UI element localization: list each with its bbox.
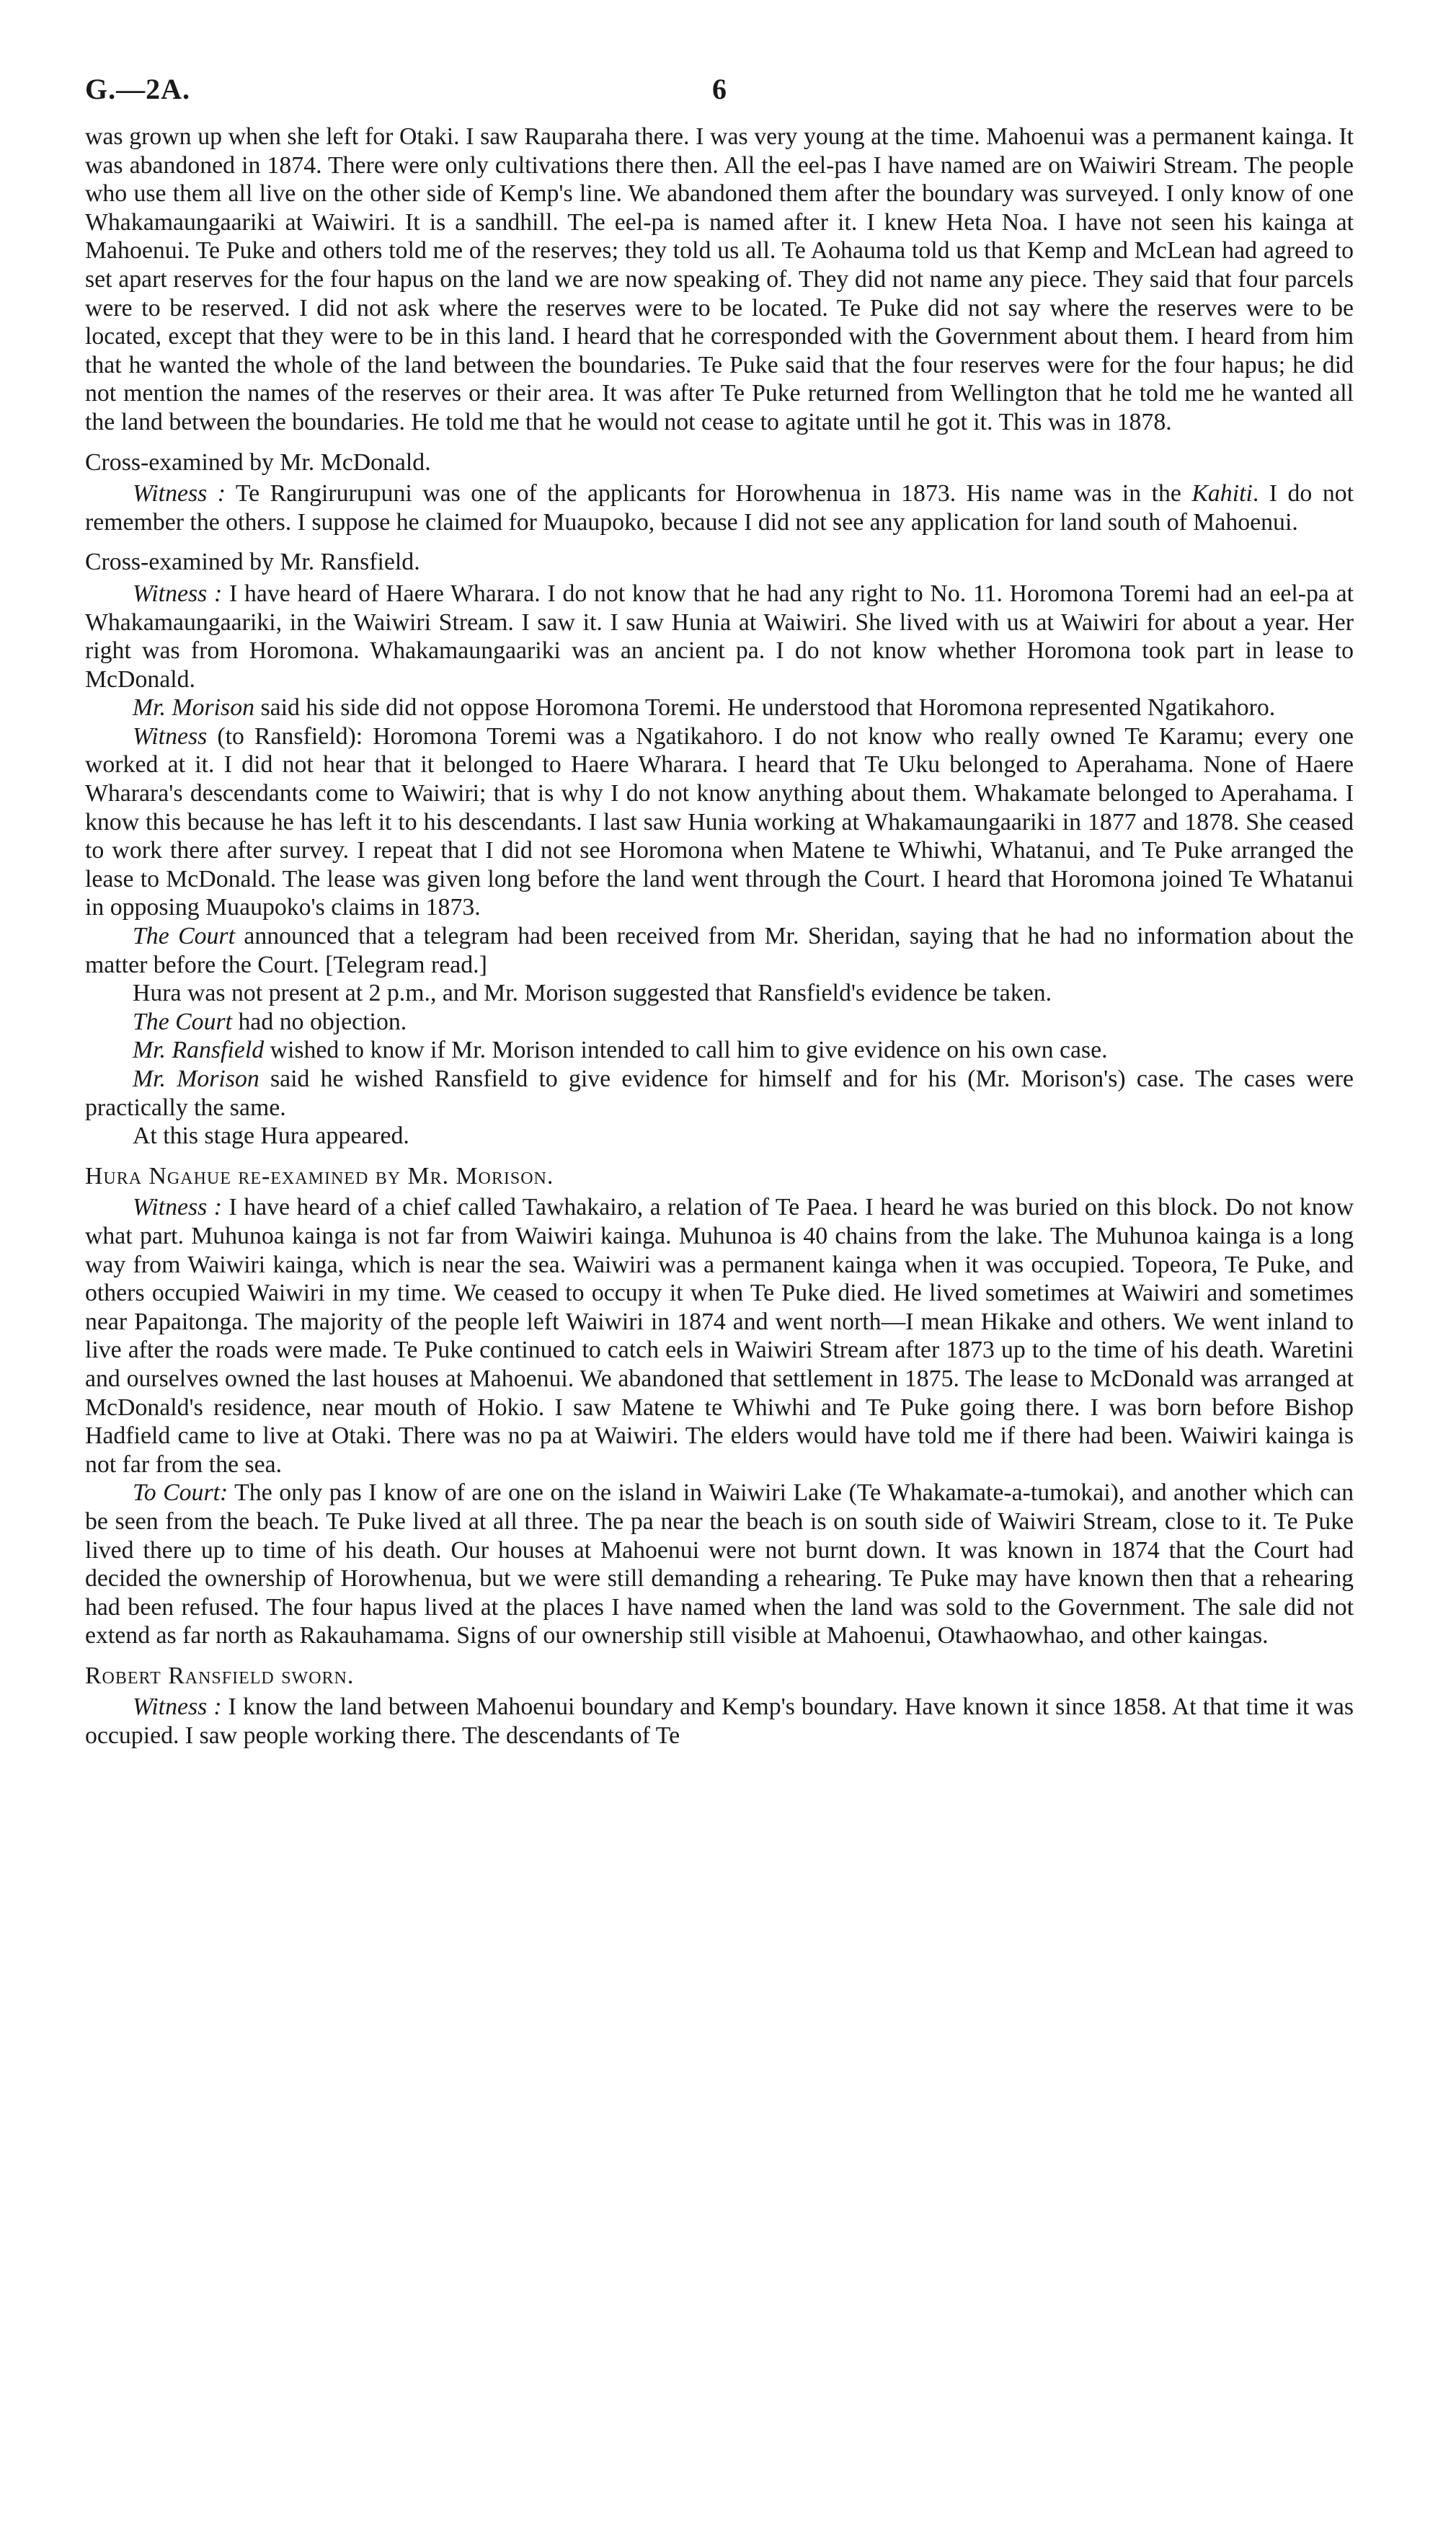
paragraph — [85, 1479, 1354, 1650]
paragraph-text: I have heard of Haere Wharara. I do not know that he had any right to No. 11. Horomona Toremi had an eel-pa at Whakamaungaariki, in the Waiwiri Stream. I saw it. I saw Hunia at Waiwiri. She lived with us at Waiwiri for about a year. Her right was from Horomona. Whakamaungaariki was an ancient pa. I do not know whether Horomona took part in lease to McDonald. — [85, 580, 1354, 693]
paragraph-text: I have heard of a chief called Tawhakairo, a relation of Te Paea. I heard he was buried on this block. Do not know what part. Muhunoa kainga is not far from Waiwiri kainga. Muhunoa is 40 chains from the lake. The Muhunoa kainga is a long way from Waiwiri kainga, which is near the sea. Waiwiri was a permanent kainga when it was occupied. Topeora, Te Puke, and others occupied Waiwiri in my time. We ceased to occupy it when Te Puke died. He lived sometimes at Waiwiri and sometimes near Papaitonga. The majority of the people left Waiwiri in 1874 and went north—I mean Hikake and others. We went inland to live after the roads were made. Te Puke continued to catch eels in Waiwiri Stream after 1873 up to the time of his death. Waretini and ourselves owned the last houses at Mahoenui. We abandoned that settlement in 1875. The lease to McDonald was arranged at McDonald's residence, near mouth of Hokio. I saw Matene te Whiwhi and Te Puke going there. I was born before Bishop Hadfield came to live at Otaki. There was no pa at Waiwiri. The elders would have told me if there had been. Waiwiri kainga is not far from the sea. — [85, 1194, 1354, 1478]
speaker-label: Mr. Morison — [133, 694, 255, 722]
speaker-label: Mr. Ransfield — [133, 1037, 265, 1064]
paragraph — [85, 722, 1354, 922]
paragraph — [85, 1065, 1354, 1122]
section-heading: Cross-examined by Mr. McDonald. — [85, 448, 431, 476]
paragraph — [85, 479, 1354, 536]
section-heading: Hura Ngahue re-examined by Mr. Morison. — [85, 1162, 554, 1190]
paragraph-text: At this stage Hura appeared. — [133, 1122, 409, 1150]
section-heading: Cross-examined by Mr. Ransfield. — [85, 549, 420, 576]
speaker-label: Witness : — [133, 480, 226, 508]
paragraph-text: wished to know if Mr. Morison intended to call him to give evidence on his own case. — [264, 1037, 1108, 1064]
paragraph — [85, 1193, 1354, 1479]
speaker-label: Witness : — [133, 580, 223, 607]
document-reference: G.—2A. — [85, 73, 190, 105]
paragraph-text: (to Ransfield): Horomona Toremi was a Ngatikahoro. I do not know who really owned Te Karamu; every one worked at it. I did not hear that it belonged to Haere Wharara. I heard that Te Uku belonged to Aperahama. None of Haere Wharara's descendants come to Waiwiri; that is why I do not know anything about them. Whakamate belonged to Aperahama. I know this because he has left it to his descendants. I last saw Hunia working at Whakamaungaariki in 1877 and 1878. She ceased to work there after survey. I repeat that I did not see Horomona when Matene te Whiwhi, Whatanui, and Te Puke arranged the lease to McDonald. The lease was given long before the land went through the Court. I heard that Horomona joined Te Whatanui in opposing Muaupoko's claims in 1873. — [85, 722, 1354, 921]
page-number: 6 — [712, 73, 727, 105]
paragraph — [85, 1008, 1354, 1037]
paragraph-text: announced that a telegram had been received from Mr. Sheridan, saying that he had no information about the matter before the Court. [Telegram read.] — [85, 923, 1354, 978]
paragraph-text: said his side did not oppose Horomona Toremi. He understood that Horomona represented Ngatikahoro. — [254, 694, 1276, 722]
paragraph — [85, 123, 1354, 437]
speaker-label: To Court: — [133, 1479, 228, 1507]
paragraph-text: had no objection. — [232, 1008, 407, 1035]
speaker-label: Witness : — [133, 1194, 223, 1221]
section-heading: Robert Ransfield sworn. — [85, 1662, 355, 1689]
page-header — [85, 72, 1354, 123]
paragraph — [85, 922, 1354, 979]
paragraph — [85, 1693, 1354, 1750]
paragraph — [85, 1122, 1354, 1151]
document-page — [85, 72, 1354, 2473]
paragraph-text: said he wished Ransfield to give evidence for himself and for his (Mr. Morison's) case. The cases were practically the same. — [85, 1066, 1354, 1121]
speaker-label: Kahiti — [1191, 480, 1253, 508]
paragraph-text: Te Rangirurupuni was one of the applicants for Horowhenua in 1873. His name was in the — [226, 480, 1192, 508]
paragraph — [85, 1036, 1354, 1065]
paragraph — [85, 979, 1354, 1008]
paragraph-text: . I do not remember the others. I suppose he claimed for Muaupoko, because I did not see any application for land south of Mahoenui. — [85, 480, 1354, 536]
body-text — [85, 123, 1354, 1750]
speaker-label: Witness : — [133, 1693, 222, 1721]
paragraph-text: The only pas I know of are one on the island in Waiwiri Lake (Te Whakamate-a-tumokai), and another which can be seen from the beach. Te Puke lived at all three. The pa near the beach is on south side of Waiwiri Stream, close to it. Te Puke lived there up to time of his death. Our houses at Mahoenui were not burnt down. It was known in 1874 that the Court had decided the ownership of Horowhenua, but we were still demanding a rehearing. Te Puke may have known then that a rehearing had been refused. The four hapus lived at the places I have named when the land was sold to the Government. The sale did not extend as far north as Rakauhamama. Signs of our ownership still visible at Mahoenui, Otawhaowhao, and other kaingas. — [85, 1479, 1354, 1649]
paragraph-text: was grown up when she left for Otaki. I saw Rauparaha there. I was very young at the time. Mahoenui was a permanent kainga. It was abandoned in 1874. There were only cultivations there then. All the eel-pas I have named are on Waiwiri Stream. The people who use them all live on the other side of Kemp's line. We abandoned them after the boundary was surveyed. I only know of one Whakamaungaariki at Waiwiri. It is a sandhill. The eel-pa is named after it. I knew Heta Noa. I have not seen his kainga at Mahoenui. Te Puke and others told me of the reserves; they told us all. Te Aohauma told us that Kemp and McLean had agreed to set apart reserves for the four hapus on the land we are now speaking of. They did not name any piece. They said that four parcels were to be reserved. I did not ask where the reserves were to be located. Te Puke did not say where the reserves were to be located, except that they were to be in this land. I heard that he corresponded with the Government about them. I heard from him that he wanted the whole of the land between the boundaries. Te Puke said that the four reserves were for the four hapus; he did not mention the names of the reserves or their area. It was after Te Puke returned from Wellington that he told me he wanted all the land between the boundaries. He told me that he would not cease to agitate until he got it. This was in 1878. — [85, 123, 1354, 435]
speaker-label: The Court — [133, 1008, 233, 1035]
speaker-label: Mr. Morison — [133, 1066, 259, 1092]
paragraph-text: Hura was not present at 2 p.m., and Mr. Morison suggested that Ransfield's evidence be taken. — [133, 980, 1052, 1007]
paragraph-text: I know the land between Mahoenui boundary and Kemp's boundary. Have known it since 1858. At that time it was occupied. I saw people working there. The descendants of Te — [85, 1693, 1354, 1750]
speaker-label: Witness — [133, 722, 208, 750]
paragraph — [85, 694, 1354, 722]
paragraph — [85, 580, 1354, 694]
speaker-label: The Court — [133, 923, 235, 950]
